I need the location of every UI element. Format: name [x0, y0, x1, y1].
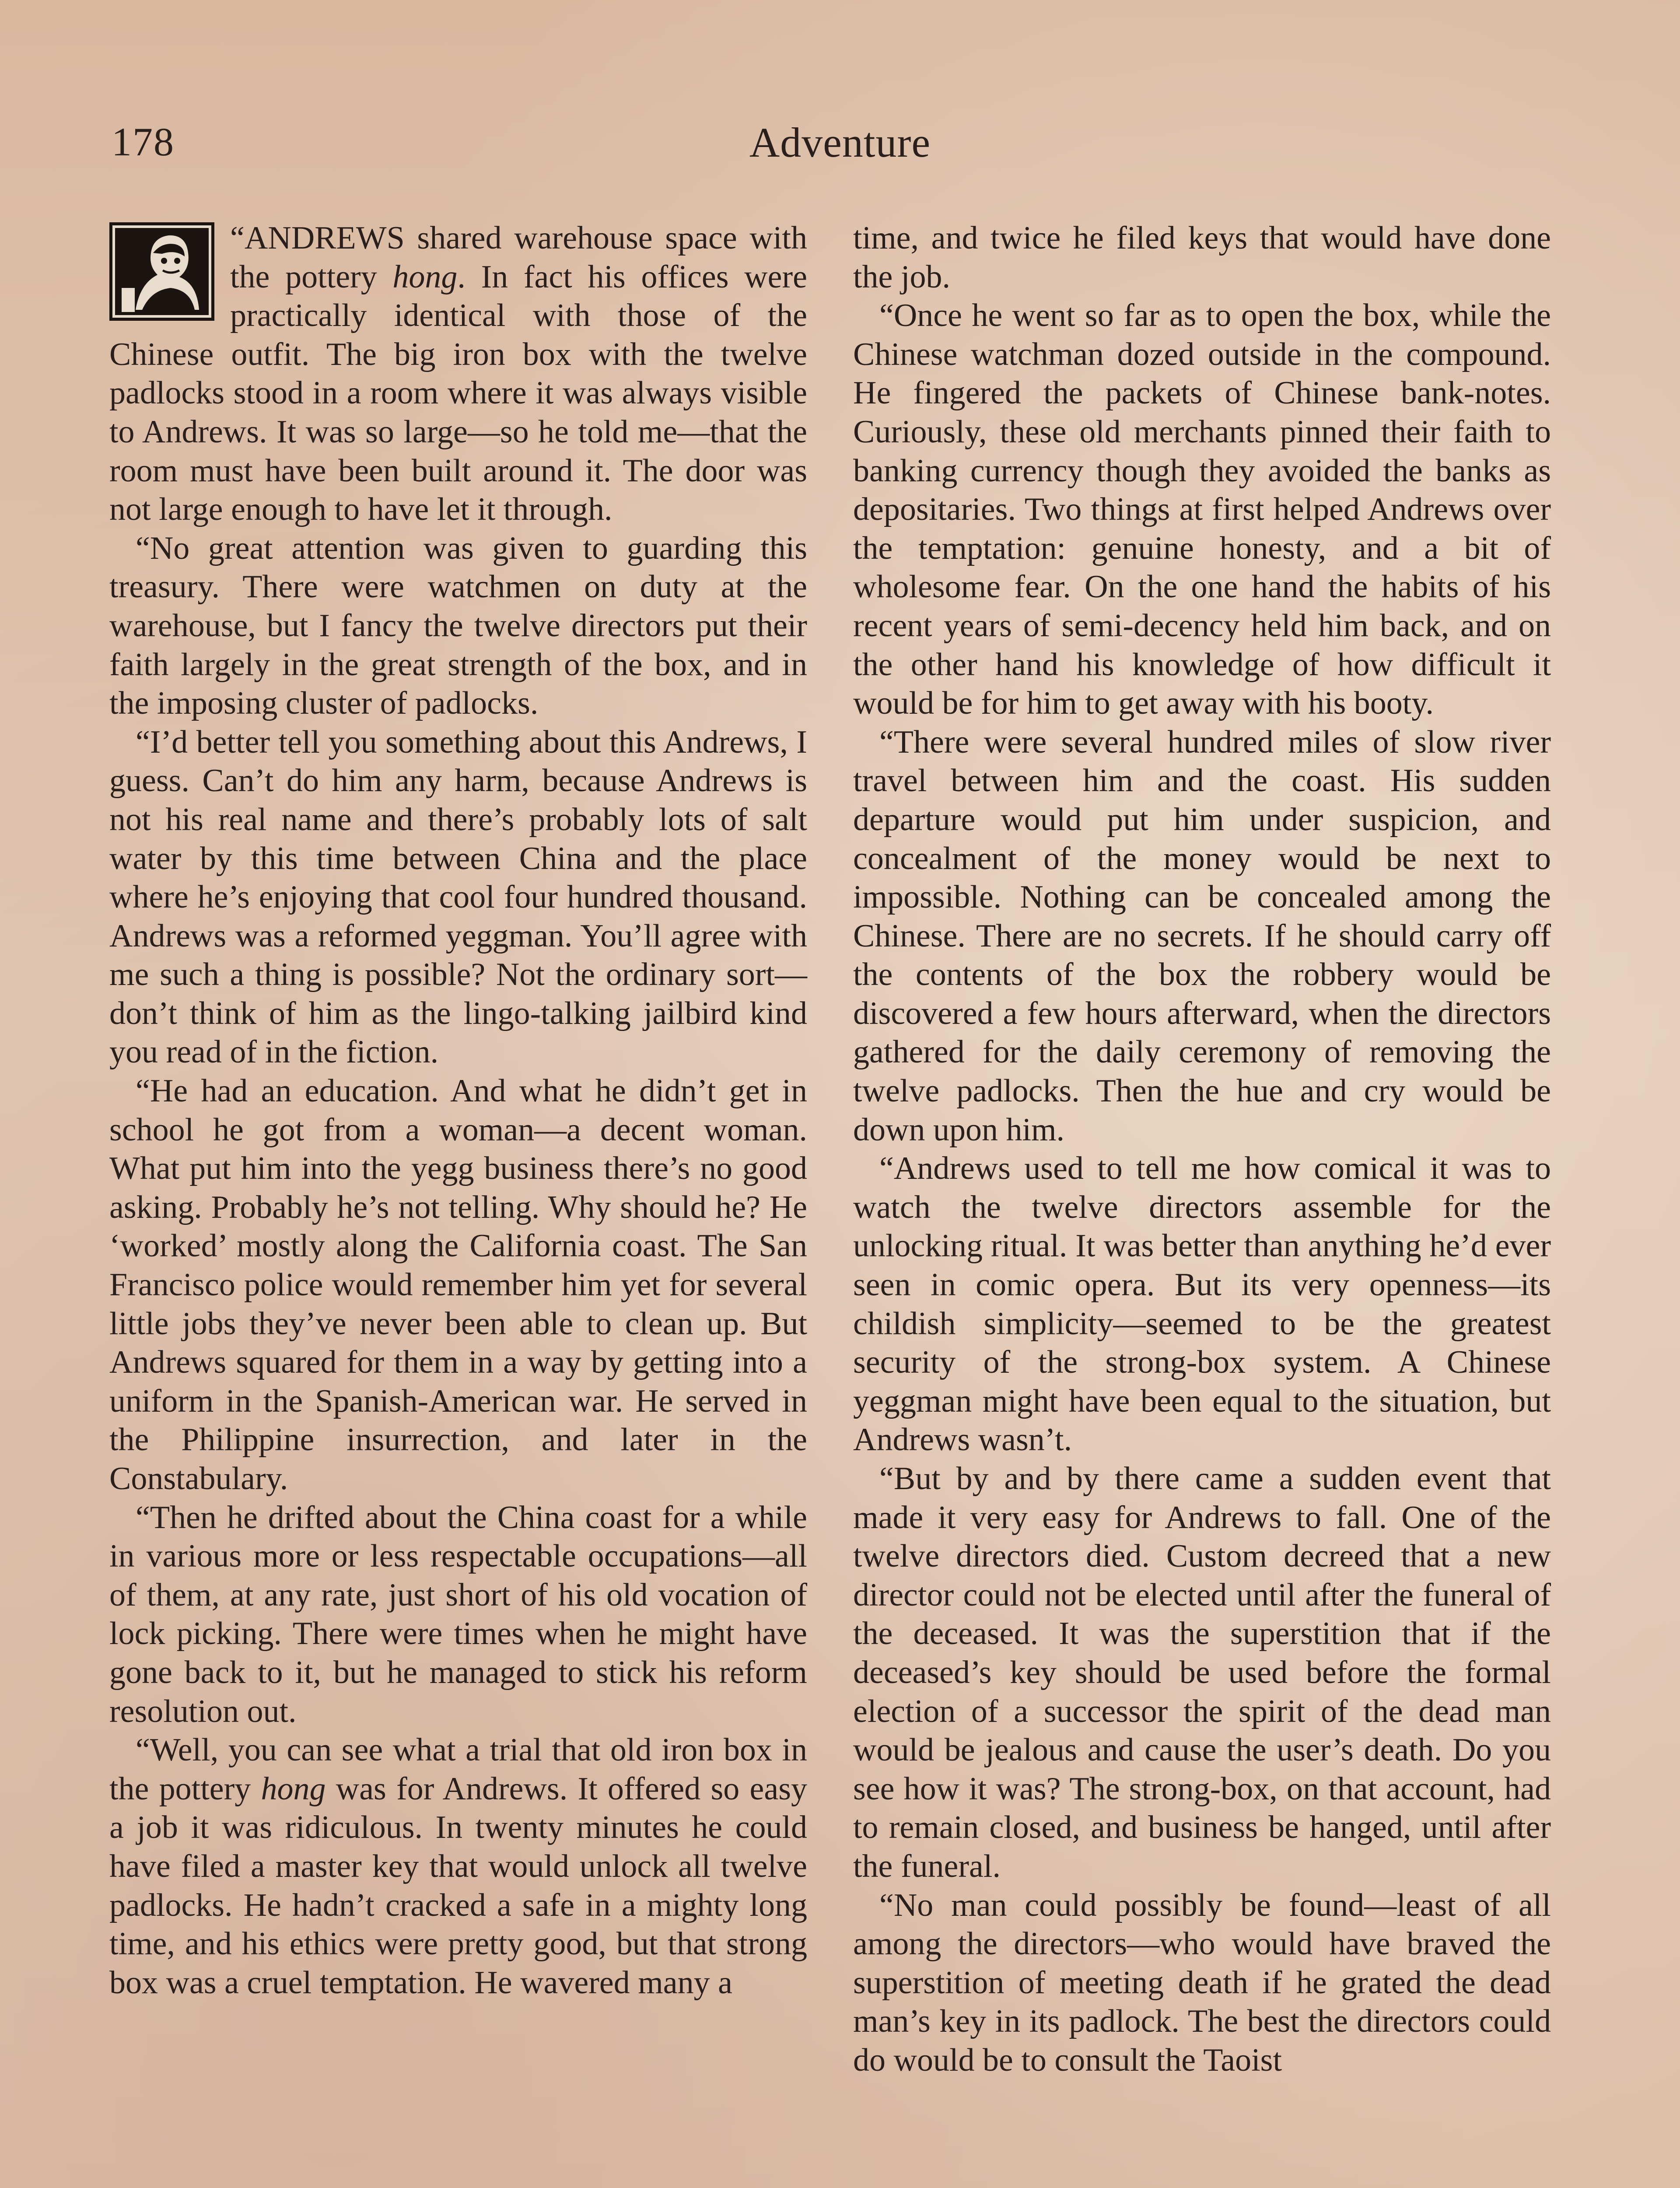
paragraph	[853, 296, 1551, 723]
italic-text: hong	[392, 259, 458, 295]
paragraph	[109, 1731, 807, 2002]
page-header	[112, 118, 1568, 184]
paragraph-text: “Then he drifted about the China coast for a while in various more or less respectable occupations—all of them, at any rate, just short of his old vocation of lock picking. There were times when he might have gone back to it, but he managed to stick his reform resolution out.	[109, 1499, 807, 1729]
paragraph-text: “No man could possibly be found—least of all among the directors—who would have braved the superstition of meeting death if he grated the dead man’s key in its padlock. The best the directors could do would be to consult the Taoist	[853, 1887, 1551, 2078]
paragraph-text: “I’d better tell you something about this Andrews, I guess. Can’t do him any harm, because Andrews is not his real name and there’s probably lots of salt water by this time between China and the place where he’s enjoying that cool four hundred thousand. Andrews was a reformed yeggman. You’ll agree with me such a thing is possible? Not the ordinary sort—don’t think of him as the lingo-talking jailbird kind you read of in the fiction.	[109, 724, 807, 1070]
paragraph	[109, 1498, 807, 1731]
paragraph-text: “But by and by there came a sudden event that made it very easy for Andrews to fall. One of the twelve directors died. Custom decreed that a new director could not be elected until after the funeral of the deceased. It was the superstition that if the deceased’s key should be used before the formal election of a successor the spirit of the dead man would be jealous and cause the user’s death. Do you see how it was? The strong-box, on that account, had to remain closed, and business be hanged, until after the funeral.	[853, 1461, 1551, 1884]
paragraph-text: “He had an education. And what he didn’t get in school he got from a woman—a decent woman. What put him into the yegg business there’s no good asking. Probably he’s not telling. Why should he? He ‘worked’ mostly along the California coast. The San Francisco police would remember him yet for several little jobs they’ve never been able to clean up. But Andrews squared for them in a way by getting into a uniform in the Spanish-American war. He served in the Philippine insurrection, and later in the Constabulary.	[109, 1073, 807, 1497]
paragraph	[853, 723, 1551, 1150]
paragraph	[109, 723, 807, 1072]
paragraph	[853, 1459, 1551, 1886]
paragraph-text: was for Andrews. It offered so easy a job it was ridiculous. In twenty minutes he could have filed a master key that would unlock all twelve padlocks. He hadn’t cracked a safe in a mighty long time, and his ethics were pretty good, but that strong box was a cruel temptation. He wavered many a	[109, 1771, 807, 2001]
paragraph-text: “Well, you can see what a trial that old iron box in the pottery	[109, 1732, 807, 1807]
paragraph	[853, 219, 1551, 296]
paragraph	[109, 529, 807, 723]
magazine-title: Adventure	[749, 119, 931, 166]
paragraph-text: “There were several hundred miles of slow river travel between him and the coast. His sudden departure would put him under suspicion, and concealment of the money would be next to impossible. Nothing can be concealed among the Chinese. There are no secrets. If he should carry off the contents of the box the robbery would be discovered a few hours afterward, when the directors gathered for the daily ceremony of removing the twelve padlocks. Then the hue and cry would be down upon him.	[853, 724, 1551, 1148]
italic-text: hong	[261, 1771, 326, 1807]
right-text-column	[853, 219, 1551, 2080]
left-text-column	[109, 219, 807, 2002]
paragraph-text: . In fact his offices were practically identical with those of the Chinese outfit. The big iron box with the twelve padlocks stood in a room where it was always visible to Andrews. It was so large—so he told me—that the room must have been built around it. The door was not large enough to have let it through.	[109, 259, 807, 528]
paragraph-text: “No great attention was given to guarding this treasury. There were watchmen on duty at the warehouse, but I fancy the twelve directors put their faith largely in the great strength of the box, and in the imposing cluster of padlocks.	[109, 530, 807, 722]
paragraph-text: “Andrews used to tell me how comical it was to watch the twelve directors assemble for the unlocking ritual. It was better than anything he’d ever seen in comic opera. But its very openness—its childish simplicity—seemed to be the greatest security of the strong-box system. A Chinese yeggman might have been equal to the situation, but Andrews wasn’t.	[853, 1150, 1551, 1458]
paragraph	[109, 1072, 807, 1498]
paragraph	[853, 1886, 1551, 2080]
page-number: 178	[112, 119, 175, 164]
paragraph-text: “Once he went so far as to open the box, while the Chinese watchman dozed outside in the compound. He fingered the packets of Chinese bank-notes. Curiously, these old merchants pinned their faith to banking currency though they avoided the banks as depositaries. Two things at first helped Andrews over the temptation: genuine honesty, and a bit of wholesome fear. On the one hand the habits of his recent years of semi-decency held him back, and on the other hand his knowledge of how difficult it would be for him to get away with his booty.	[853, 298, 1551, 722]
paragraph-text: time, and twice he filed keys that would have done the job.	[853, 220, 1551, 295]
initial-illustration	[109, 222, 214, 321]
paragraph	[853, 1149, 1551, 1459]
paragraph-text: “ANDREWS shared warehouse space with the pottery	[230, 220, 807, 295]
